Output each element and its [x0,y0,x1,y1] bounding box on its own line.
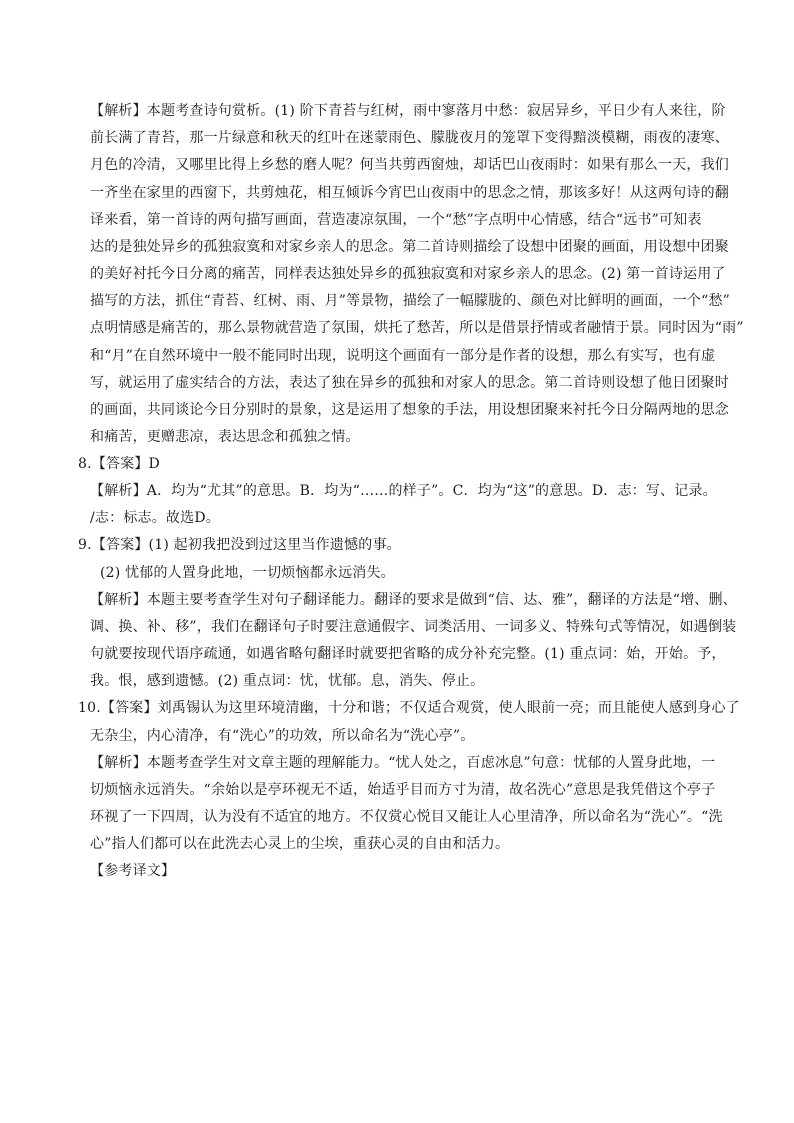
answer-10-line-2: 无杂尘，内心清净，有“洗心”的功效，所以命名为“洗心亭”。 [90,728,475,744]
analysis-7-line-5: 译来看，第一首诗的两句描写画面，营造凄凉氛围，一个“愁”字点明中心情感，结合“远书”可知表 [90,212,702,228]
analysis-9-line-2: 调、换、补、移”，我们在翻译句子时要注意通假字、词类活用、一词多义、特殊句式等情况，如遇倒装 [90,619,737,635]
analysis-7-line-3: 月色的冷清，又哪里比得上乡愁的磨人呢？何当共剪西窗烛，却话巴山夜雨时：如果有那么一天，我们 [90,157,729,173]
analysis-9-line-3: 句就要按现代语序疏通，如遇省略句翻译时就要把省略的成分补充完整。(1) 重点词：始，开始。予， [90,646,726,662]
analysis-10-line-1: 【解析】本题考查学生对文章主题的理解能力。“忧人处之，百虑冰息”句意：忧郁的人置身此地，一 [90,755,716,771]
analysis-10-line-4: 心”指人们都可以在此洗去心灵上的尘埃，重获心灵的自由和活力。 [90,836,510,852]
analysis-8-line-2: /志：标志。故选D。 [90,510,220,526]
analysis-7-line-1: 【解析】本题考查诗句赏析。(1) 阶下青苔与红树，雨中寥落月中愁：寂居异乡，平日少有人来往，阶 [90,103,726,119]
answer-10-line-1: 10.【答案】刘禹锡认为这里环境清幽，十分和谐；不仅适合观赏，使人眼前一亮；而且能使人感到身心了 [78,700,740,716]
analysis-7-line-2: 前长满了青苔，那一片绿意和秋天的红叶在迷蒙雨色、朦胧夜月的笼罩下变得黯淡模糊，雨夜的凄寒、 [90,130,729,146]
analysis-9-line-4: 我。恨，感到遗憾。(2) 重点词：忧，忧郁。息，消失、停止。 [90,673,485,689]
answer-9-line-2: (2) 忧郁的人置身此地，一切烦恼都永远消失。 [100,565,395,581]
reference-translation-heading: 【参考译文】 [90,863,176,879]
analysis-7-line-4: 一齐坐在家里的西窗下，共剪烛花，相互倾诉今宵巴山夜雨中的思念之情，那该多好！从这两句诗的翻 [90,185,729,201]
analysis-7-line-6: 达的是独处异乡的孤独寂寞和对家乡亲人的思念。第二首诗则描绘了设想中团聚的画面，用设想中团聚 [90,239,729,255]
analysis-7-line-13: 和痛苦，更赠悲凉，表达思念和孤独之情。 [90,429,360,445]
analysis-8-line-1: 【解析】A．均为“尤其”的意思。B．均为“……的样子”。C．均为“这”的意思。D．志：写、记录。 [90,483,717,499]
answer-8: 8.【答案】D [78,456,160,472]
answer-9-line-1: 9.【答案】(1) 起初我把没到过这里当作遗憾的事。 [78,537,401,553]
analysis-7-line-7: 的美好衬托今日分离的痛苦，同样表达独处异乡的孤独寂寞和对家乡亲人的思念。(2) 第一首诗运用了 [90,266,726,282]
analysis-10-line-2: 切烦恼永远消失。“余始以是亭环视无不适，始适乎目而方寸为清，故名洗心”意思是我凭借这个亭子 [90,782,716,798]
analysis-9-line-1: 【解析】本题主要考查学生对句子翻译能力。翻译的要求是做到“信、达、雅”，翻译的方法是“增、删、 [90,592,737,608]
analysis-7-line-8: 描写的方法，抓住“青苔、红树、雨、月”等景物，描绘了一幅朦胧的、颜色对比鲜明的画面，一个“愁” [90,293,731,309]
analysis-7-line-10: 和“月”在自然环境中一般不能同时出现，说明这个画面有一部分是作者的设想，那么有实写，也有虚 [90,348,716,364]
analysis-7-line-11: 写，就运用了虚实结合的方法，表达了独在异乡的孤独和对家人的思念。第二首诗则设想了他日团聚时 [90,375,729,391]
analysis-10-line-3: 环视了一下四周，认为没有不适宜的地方。不仅赏心悦目又能让人心里清净，所以命名为“洗心”。“洗 [90,809,723,825]
analysis-7-line-12: 的画面，共同谈论今日分别时的景象，这是运用了想象的手法，用设想团聚来衬托今日分隔两地的思念 [90,402,729,418]
analysis-7-line-9: 点明情感是痛苦的，那么景物就营造了氛围，烘托了愁苦，所以是借景抒情或者融情于景。同时因为“雨” [90,320,744,336]
